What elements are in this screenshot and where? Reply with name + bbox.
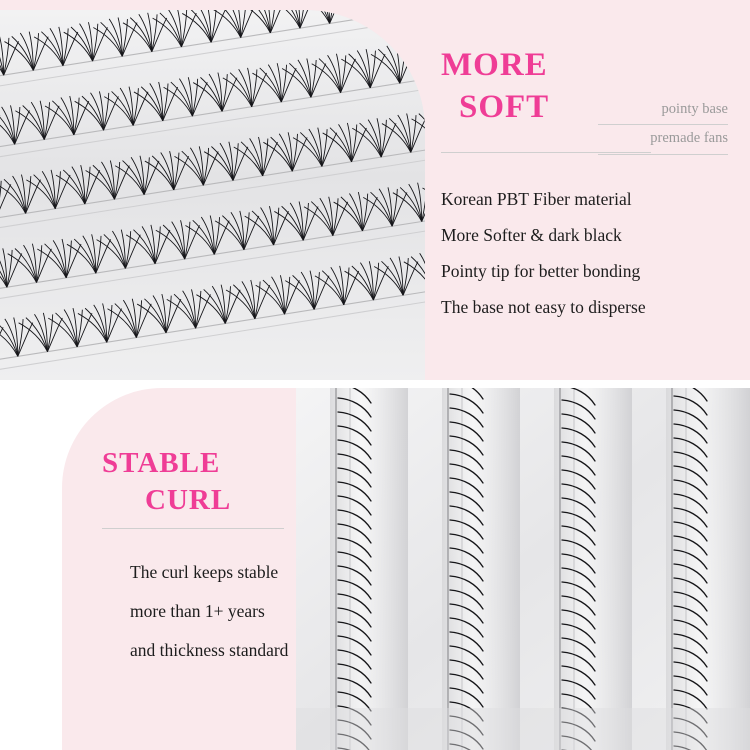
bottom-bullet-1: The curl keeps stable <box>130 562 279 582</box>
side-note-1: pointy base <box>598 96 728 125</box>
top-text-block <box>425 0 750 380</box>
bottom-bullet-2: more than 1+ years <box>130 601 265 621</box>
premade-fans-image <box>0 10 425 380</box>
bottom-product-photo <box>296 388 750 750</box>
top-product-photo <box>0 10 425 380</box>
bottom-divider <box>102 528 284 529</box>
bottom-panel <box>0 388 750 750</box>
top-bullet-list <box>441 186 741 331</box>
top-divider <box>441 152 651 153</box>
bottom-heading-line1: STABLE <box>102 447 221 479</box>
top-bullet-1: Korean PBT Fiber material <box>441 189 632 209</box>
curl-rows-image <box>296 388 750 750</box>
top-heading-line2: SOFT <box>459 89 550 125</box>
bottom-heading-line2: CURL <box>145 484 232 516</box>
top-bullet-2: More Softer & dark black <box>441 225 622 246</box>
top-heading-line1: MORE <box>441 47 548 83</box>
top-side-notes <box>598 96 728 155</box>
side-note-2: premade fans <box>598 125 728 154</box>
top-bullet-4: The base not easy to disperse <box>441 297 646 318</box>
top-bullet-3: Pointy tip for better bonding <box>441 261 641 282</box>
bottom-bullet-3: and thickness standard <box>130 640 289 660</box>
